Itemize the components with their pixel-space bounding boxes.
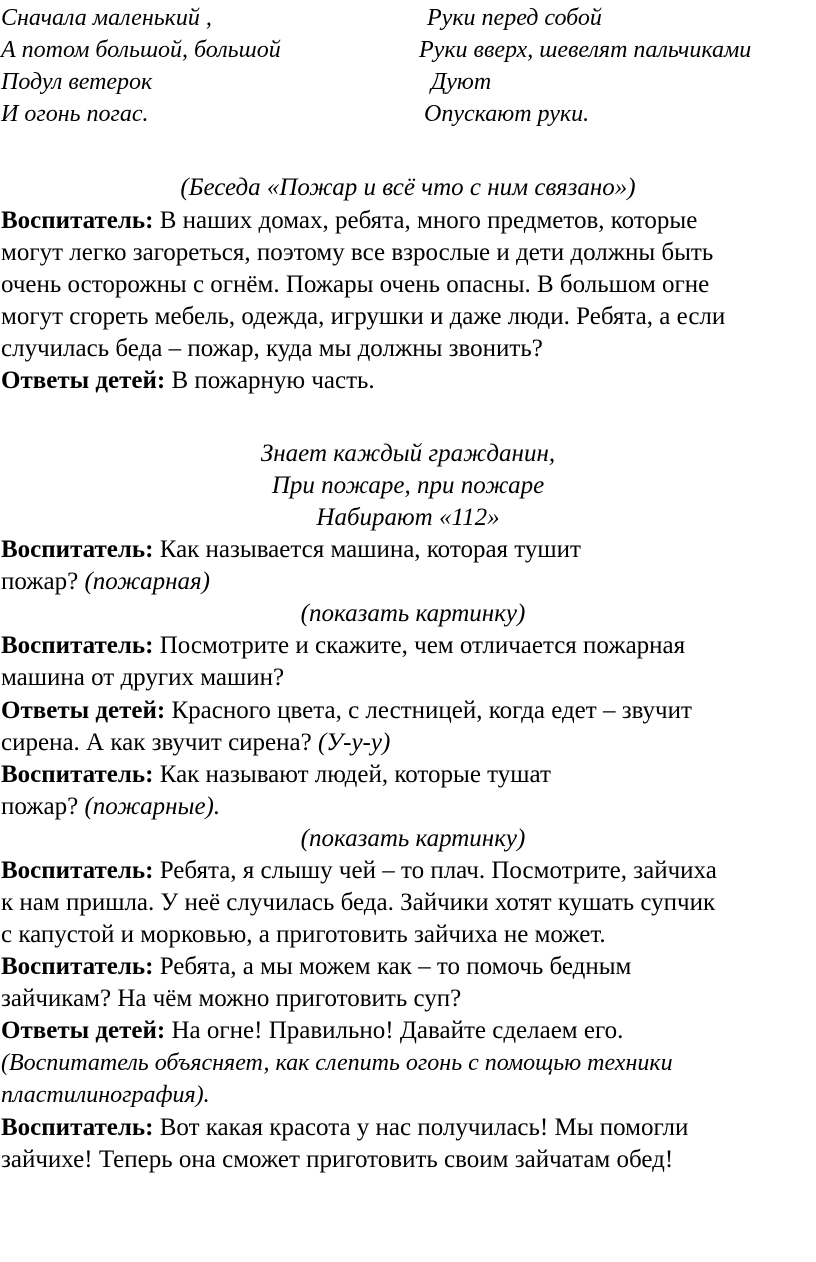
rhyme-line bbox=[0, 34, 816, 66]
speaker-children: Ответы детей: bbox=[1, 367, 166, 394]
teacher-note: пластилинография). bbox=[1, 1082, 210, 1108]
rhyme-gesture: Опускают руки. bbox=[424, 101, 590, 127]
teacher-note: (Воспитатель объясняет, как слепить огонь с помощью техники bbox=[1, 1050, 673, 1076]
teacher-text: Ребята, я слышу чей – то плач. Посмотрите, зайчиха bbox=[159, 857, 717, 884]
rhyme-gesture: Руки вверх, шевелят пальчиками bbox=[419, 37, 752, 63]
children-line bbox=[1, 365, 375, 397]
speaker-teacher: Воспитатель: bbox=[1, 207, 154, 234]
speaker-teacher: Воспитатель: bbox=[1, 953, 154, 980]
children-text: сирена. А как звучит сирена? bbox=[1, 729, 312, 756]
children-line bbox=[1, 1015, 623, 1047]
teacher-text: пожар? bbox=[1, 568, 79, 595]
rhyme-line bbox=[0, 66, 816, 98]
rhyme-text: И огонь погас. bbox=[1, 101, 149, 127]
stage-direction: (показать картинку) bbox=[300, 600, 526, 627]
teacher-text: зайчикам? На чём можно приготовить суп? bbox=[1, 985, 462, 1012]
teacher-text: Как называется машина, которая тушит bbox=[159, 536, 581, 563]
teacher-text: Как называют людей, которые тушат bbox=[159, 761, 551, 788]
teacher-text: пожар? bbox=[1, 793, 79, 820]
rhyme-line bbox=[0, 2, 816, 34]
teacher-text: случилась беда – пожар, куда мы должны звонить? bbox=[1, 335, 543, 362]
expected-answer: (пожарные). bbox=[84, 793, 221, 820]
teacher-text: Ребята, а мы можем как – то помочь бедным bbox=[159, 953, 632, 980]
expected-answer: (пожарная) bbox=[84, 568, 210, 595]
conversation-title: (Беседа «Пожар и всё что с ним связано») bbox=[180, 174, 636, 201]
children-text: На огне! Правильно! Давайте сделаем его. bbox=[171, 1017, 624, 1044]
speaker-children: Ответы детей: bbox=[1, 1017, 166, 1044]
teacher-line bbox=[1, 205, 697, 237]
rhyme-gesture: Дуют bbox=[431, 69, 492, 95]
teacher-line bbox=[1, 951, 631, 983]
teacher-text: Вот какая красота у нас получилась! Мы помогли bbox=[159, 1114, 689, 1141]
teacher-text: машина от других машин? bbox=[1, 664, 285, 691]
stage-direction: (показать картинку) bbox=[300, 825, 526, 852]
rhyme-gesture: Руки перед собой bbox=[427, 5, 602, 31]
teacher-text: зайчихе! Теперь она сможет приготовить своим зайчатам обед! bbox=[1, 1146, 674, 1173]
rhyme-text: А потом большой, большой bbox=[1, 37, 281, 63]
speaker-teacher: Воспитатель: bbox=[1, 761, 154, 788]
rhyme-text: Сначала маленький , bbox=[1, 5, 212, 31]
children-text: В пожарную часть. bbox=[171, 367, 375, 394]
children-line bbox=[1, 695, 692, 727]
teacher-line bbox=[1, 855, 717, 887]
speaker-teacher: Воспитатель: bbox=[1, 1114, 154, 1141]
children-text: Красного цвета, с лестницей, когда едет – звучит bbox=[171, 697, 692, 724]
teacher-line bbox=[1, 759, 551, 791]
speaker-children: Ответы детей: bbox=[1, 697, 166, 724]
teacher-text: с капустой и морковью, а приготовить зайчиха не может. bbox=[1, 921, 606, 948]
teacher-text: могут сгореть мебель, одежда, игрушки и даже люди. Ребята, а если bbox=[1, 303, 726, 330]
teacher-line bbox=[1, 791, 220, 823]
teacher-line bbox=[1, 630, 685, 662]
expected-answer: (У-у-у) bbox=[317, 729, 391, 756]
teacher-text: В наших домах, ребята, много предметов, которые bbox=[159, 207, 698, 234]
teacher-text: Посмотрите и скажите, чем отличается пожарная bbox=[159, 632, 686, 659]
teacher-line bbox=[1, 1112, 688, 1144]
poem-line: Набирают «112» bbox=[316, 504, 500, 531]
speaker-teacher: Воспитатель: bbox=[1, 632, 154, 659]
teacher-line bbox=[1, 566, 210, 598]
teacher-text: могут легко загореться, поэтому все взрослые и дети должны быть bbox=[1, 239, 714, 266]
poem-line: Знает каждый гражданин, bbox=[260, 440, 556, 467]
poem-line: При пожаре, при пожаре bbox=[271, 472, 545, 499]
teacher-text: очень осторожны с огнём. Пожары очень опасны. В большом огне bbox=[1, 271, 710, 298]
teacher-text: к нам пришла. У неё случилась беда. Зайчики хотят кушать супчик bbox=[1, 889, 716, 916]
rhyme-text: Подул ветерок bbox=[1, 69, 153, 95]
rhyme-line bbox=[0, 98, 816, 130]
speaker-teacher: Воспитатель: bbox=[1, 536, 154, 563]
speaker-teacher: Воспитатель: bbox=[1, 857, 154, 884]
children-line bbox=[1, 727, 390, 759]
teacher-line bbox=[1, 534, 581, 566]
